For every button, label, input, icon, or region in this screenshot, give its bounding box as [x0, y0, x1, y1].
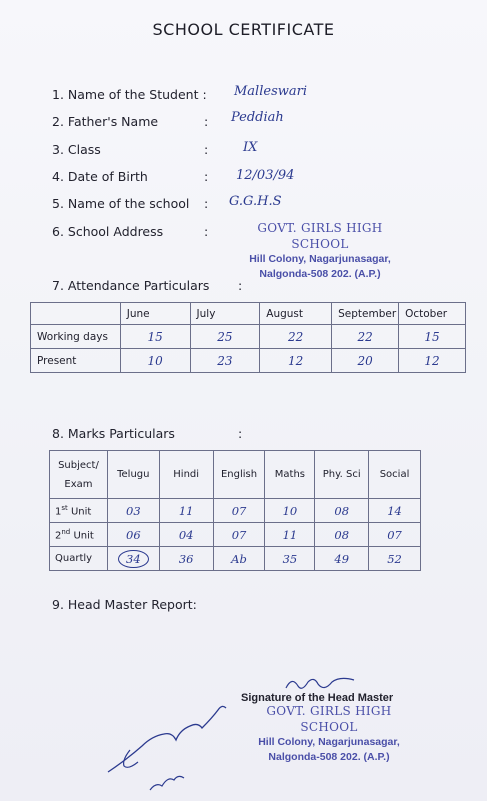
field-colon: : [204, 196, 209, 211]
marks-subject-header: Hindi [159, 451, 213, 499]
stamp-line-1: GOVT. GIRLS HIGH SCHOOL [266, 704, 392, 735]
marks-cell: 14 [369, 499, 421, 523]
field-value-father-name: Peddiah [231, 110, 284, 125]
field-label-father-name: 2. Father's Name [52, 114, 159, 129]
marks-cell: 35 [265, 547, 315, 571]
stamp-line-2: Hill Colony, Nagarjunasagar, [258, 736, 400, 749]
marks-cell: 08 [315, 499, 369, 523]
attendance-colon: : [238, 278, 243, 293]
attendance-cell: 12 [399, 349, 466, 373]
attendance-cell: 23 [190, 349, 260, 373]
attendance-row-label: Working days [31, 325, 121, 349]
marks-cell: 08 [315, 523, 369, 547]
circled-mark: 34 [118, 550, 149, 568]
marks-corner-bottom: Exam [64, 478, 93, 490]
field-label-class: 3. Class [52, 142, 101, 157]
attendance-cell: 22 [332, 325, 399, 349]
marks-cell: 10 [265, 499, 315, 523]
attendance-cell: 22 [260, 325, 332, 349]
marks-cell: 06 [107, 523, 159, 547]
marks-cell: 11 [159, 499, 213, 523]
marks-cell: 07 [369, 523, 421, 547]
attendance-month-header: September [332, 303, 399, 325]
marks-subject-header: Telugu [107, 451, 159, 499]
marks-subject-header: English [213, 451, 265, 499]
field-label-school-address: 6. School Address [52, 224, 164, 239]
field-label-school-name: 5. Name of the school [52, 196, 190, 211]
marks-corner-top: Subject/ [58, 459, 99, 471]
attendance-month-header: October [399, 303, 466, 325]
teacher-initials [150, 776, 184, 790]
field-value-student-name: Malleswari [234, 84, 307, 99]
attendance-cell: 12 [260, 349, 332, 373]
field-colon: : [204, 224, 209, 239]
attendance-heading: 7. Attendance Particulars [52, 278, 210, 293]
marks-row-label: 2nd Unit [50, 523, 108, 547]
attendance-cell: 25 [190, 325, 260, 349]
marks-cell: Ab [213, 547, 265, 571]
field-colon: : [204, 169, 209, 184]
marks-subject-header: Social [369, 451, 421, 499]
marks-heading: 8. Marks Particulars [52, 426, 175, 441]
attendance-month-header: July [190, 303, 260, 325]
field-value-date-of-birth: 12/03/94 [236, 168, 295, 183]
attendance-cell: 10 [120, 349, 190, 373]
attendance-month-header: August [260, 303, 332, 325]
stamp-line-2: Hill Colony, Nagarjunasagar, [249, 253, 391, 266]
field-label-date-of-birth: 4. Date of Birth [52, 169, 148, 184]
attendance-row-label: Present [31, 349, 121, 373]
marks-row-label: Quartly [50, 547, 108, 571]
field-colon: : [204, 114, 209, 129]
stamp-line-1: GOVT. GIRLS HIGH SCHOOL [257, 221, 383, 252]
marks-subject-header: Maths [265, 451, 315, 499]
marks-row-label: 1st Unit [50, 499, 108, 523]
head-master-signature [286, 678, 354, 688]
attendance-cell: 15 [399, 325, 466, 349]
attendance-cell: 20 [332, 349, 399, 373]
stamp-line-3: Nalgonda-508 202. (A.P.) [268, 750, 390, 763]
marks-colon: : [238, 426, 243, 441]
marks-cell: 36 [159, 547, 213, 571]
field-label-student-name: 1. Name of the Student : [52, 87, 207, 102]
teacher-signature [108, 706, 226, 772]
marks-cell: 11 [265, 523, 315, 547]
marks-cell: 07 [213, 523, 265, 547]
attendance-cell: 15 [120, 325, 190, 349]
stamp-line-3: Nalgonda-508 202. (A.P.) [259, 267, 381, 280]
signature-label: Signature of the Head Master [241, 692, 394, 704]
marks-cell: 49 [315, 547, 369, 571]
marks-cell: 07 [213, 499, 265, 523]
field-value-school-name: G.G.H.S [229, 194, 282, 209]
field-colon: : [204, 142, 209, 157]
marks-cell: 52 [369, 547, 421, 571]
attendance-month-header: June [120, 303, 190, 325]
head-master-report-label: 9. Head Master Report: [52, 597, 197, 612]
marks-subject-header: Phy. Sci [315, 451, 369, 499]
marks-cell: 03 [107, 499, 159, 523]
marks-cell: 04 [159, 523, 213, 547]
certificate-title: SCHOOL CERTIFICATE [152, 20, 335, 39]
field-value-class: IX [243, 140, 258, 155]
